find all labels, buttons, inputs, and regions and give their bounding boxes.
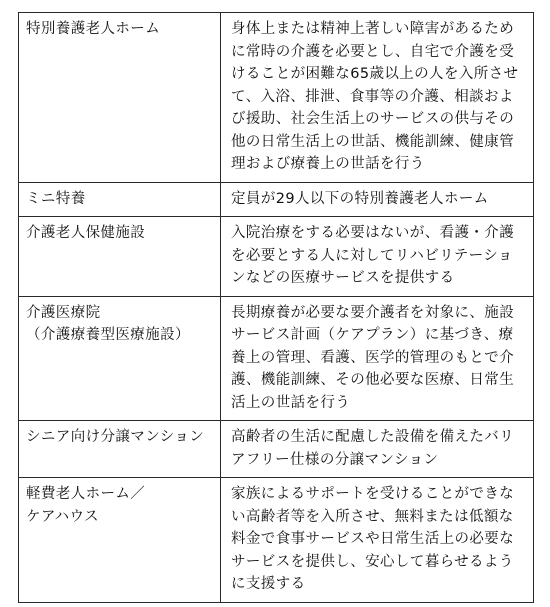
facility-name: 軽費老人ホーム／ (26, 486, 146, 502)
facility-table (18, 12, 534, 603)
facility-name: ミニ特養 (26, 190, 86, 207)
facility-description: 定員が29人以下の特別養護老人ホーム (231, 190, 489, 207)
facility-name-subtitle: ケアハウス (26, 508, 99, 525)
table-row (19, 13, 534, 183)
facility-name: 介護医療院 (26, 304, 101, 321)
facility-name-cell (19, 296, 221, 421)
facility-name: シニア向け分譲マンション (26, 429, 205, 445)
facility-name: 介護老人保健施設 (26, 225, 146, 241)
table-row (19, 478, 534, 603)
facility-description: 長期療養が必要な要介護者を対象に、施設サービス計画（ケアプラン）に基づき、療養上の管理、看護、医学的管理のもとで介護、機能訓練、その他必要な医療、日常生活上の世話を行う (231, 304, 515, 411)
facility-description-cell (221, 296, 534, 421)
facility-name: 特別養護老人ホーム (26, 21, 161, 37)
facility-name-cell (19, 421, 221, 478)
facility-name-subtitle: （介護療養型医療施設） (26, 327, 190, 343)
facility-description-cell (221, 421, 534, 478)
facility-name-cell (19, 13, 221, 183)
table-row (19, 421, 534, 478)
facility-description-cell (221, 13, 534, 183)
facility-name-cell (19, 182, 221, 217)
table-row (19, 217, 534, 297)
table-row (19, 182, 534, 217)
facility-description-cell (221, 478, 534, 603)
facility-name-cell (19, 478, 221, 603)
facility-description: 高齢者の生活に配慮した設備を備えたバリアフリー仕様の分譲マンション (231, 429, 515, 468)
table-row (19, 296, 534, 421)
facility-description: 身体上または精神上著しい障害があるために常時の介護を必要とし、自宅で介護を受けることが困難な65歳以上の人を入所させて、入浴、排泄、食事等の介護、相談および援助、社会生活上のサービスの供与その他の日常生活上の世話、機能訓練、健康管理および療養上の世話を行う (231, 21, 519, 172)
facility-description: 入院治療をする必要はないが、看護・介護を必要とする人に対してリハビリテーションなどの医療サービスを提供する (231, 225, 515, 286)
facility-description-cell (221, 217, 534, 297)
facility-name-cell (19, 217, 221, 297)
facility-description: 家族によるサポートを受けることができない高齢者等を入所させ、無料または低額な料金で食事サービスや日常生活上の必要なサービスを提供し、安心して暮らせるように支援する (231, 486, 515, 592)
facility-description-cell (221, 182, 534, 217)
